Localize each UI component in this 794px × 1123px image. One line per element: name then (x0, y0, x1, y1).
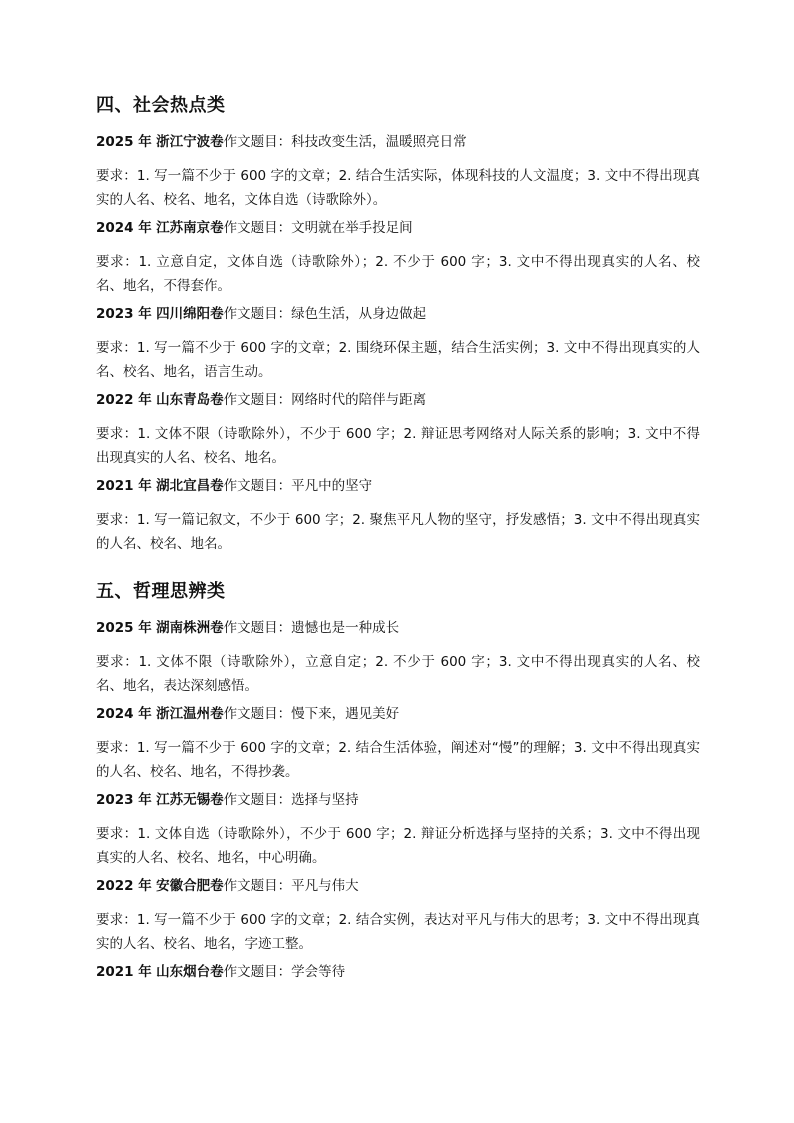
entry-topic: 作文题目：平凡中的坚守 (223, 478, 373, 494)
entry-year: 2022 年 (96, 878, 152, 894)
essay-title-line (96, 876, 700, 896)
essay-entry (96, 218, 700, 298)
entry-year: 2024 年 (96, 220, 152, 236)
essay-entry (96, 618, 700, 698)
essay-entry (96, 790, 700, 870)
essay-title-line (96, 790, 700, 810)
essay-entry (96, 876, 700, 956)
entry-topic: 作文题目：绿色生活，从身边做起 (223, 306, 427, 322)
entry-requirement: 要求：1. 文体不限（诗歌除外），立意自定；2. 不少于 600 字；3. 文中不得出现真实的人名、校名、地名，表达深刻感悟。 (96, 654, 700, 694)
entry-requirement: 要求：1. 文体不限（诗歌除外），不少于 600 字；2. 辩证思考网络对人际关系的影响；3. 文中不得出现真实的人名、校名、地名。 (96, 426, 700, 466)
document-page (96, 92, 700, 994)
entry-region: 湖南株洲卷 (156, 620, 224, 636)
entry-requirement: 要求：1. 写一篇不少于 600 字的文章；2. 结合生活体验，阐述对“慢”的理解；3. 文中不得出现真实的人名、校名、地名，不得抄袭。 (96, 740, 700, 780)
essay-title-line (96, 618, 700, 638)
essay-entry (96, 132, 700, 212)
essay-title-line (96, 218, 700, 238)
entry-requirement: 要求：1. 文体自选（诗歌除外），不少于 600 字；2. 辩证分析选择与坚持的关系；3. 文中不得出现真实的人名、校名、地名，中心明确。 (96, 826, 700, 866)
essay-title-line (96, 704, 700, 724)
entry-region: 浙江温州卷 (156, 706, 224, 722)
entry-requirement: 要求：1. 立意自定，文体自选（诗歌除外）；2. 不少于 600 字；3. 文中不得出现真实的人名、校名、地名，不得套作。 (96, 254, 700, 294)
essay-entry (96, 704, 700, 784)
entry-year: 2023 年 (96, 306, 152, 322)
entry-topic: 作文题目：选择与坚持 (223, 792, 359, 808)
entry-region: 浙江宁波卷 (156, 134, 224, 150)
entry-year: 2025 年 (96, 134, 152, 150)
entry-year: 2025 年 (96, 620, 152, 636)
entry-region: 江苏南京卷 (156, 220, 224, 236)
entry-requirement: 要求：1. 写一篇记叙文，不少于 600 字；2. 聚焦平凡人物的坚守，抒发感悟；3. 文中不得出现真实的人名、校名、地名。 (96, 512, 700, 552)
section-title: 四、社会热点类 (96, 95, 226, 116)
essay-title-line (96, 304, 700, 324)
entry-topic: 作文题目：科技改变生活，温暖照亮日常 (223, 134, 467, 150)
essay-title-line (96, 390, 700, 410)
entry-requirement: 要求：1. 写一篇不少于 600 字的文章；2. 结合生活实际，体现科技的人文温度；3. 文中不得出现真实的人名、校名、地名，文体自选（诗歌除外）。 (96, 168, 700, 208)
entry-topic: 作文题目：网络时代的陪伴与距离 (223, 392, 427, 408)
entry-year: 2021 年 (96, 964, 152, 980)
essay-title-line (96, 476, 700, 496)
essay-entry (96, 962, 700, 982)
section-title: 五、哲理思辨类 (96, 581, 226, 602)
essay-entry (96, 390, 700, 470)
entry-region: 湖北宜昌卷 (156, 478, 224, 494)
essay-title-line (96, 132, 700, 152)
entry-topic: 作文题目：慢下来，遇见美好 (223, 706, 400, 722)
entry-year: 2021 年 (96, 478, 152, 494)
entry-region: 山东烟台卷 (156, 964, 224, 980)
entry-requirement: 要求：1. 写一篇不少于 600 字的文章；2. 围绕环保主题，结合生活实例；3. 文中不得出现真实的人名、校名、地名，语言生动。 (96, 340, 700, 380)
entry-topic: 作文题目：遗憾也是一种成长 (223, 620, 400, 636)
entry-requirement: 要求：1. 写一篇不少于 600 字的文章；2. 结合实例，表达对平凡与伟大的思考；3. 文中不得出现真实的人名、校名、地名，字迹工整。 (96, 912, 700, 952)
section-social-hotspots (96, 92, 700, 556)
entry-region: 四川绵阳卷 (156, 306, 224, 322)
entry-year: 2024 年 (96, 706, 152, 722)
section-philosophical-reasoning (96, 578, 700, 982)
entry-region: 安徽合肥卷 (156, 878, 224, 894)
entry-topic: 作文题目：学会等待 (223, 964, 346, 980)
entry-topic: 作文题目：文明就在举手投足间 (223, 220, 413, 236)
entry-topic: 作文题目：平凡与伟大 (223, 878, 359, 894)
entry-region: 江苏无锡卷 (156, 792, 224, 808)
essay-entry (96, 476, 700, 556)
entry-region: 山东青岛卷 (156, 392, 224, 408)
essay-title-line (96, 962, 700, 982)
entry-year: 2022 年 (96, 392, 152, 408)
essay-entry (96, 304, 700, 384)
entry-year: 2023 年 (96, 792, 152, 808)
